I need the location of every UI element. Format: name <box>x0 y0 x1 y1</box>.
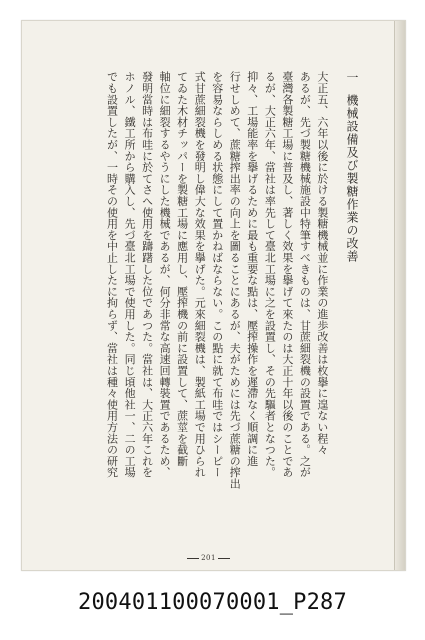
section-heading-title: 機械設備及び製糖作業の改善 <box>345 94 359 263</box>
text-column: 行せしめて、蔗糖搾出率の向上を圖ることにあるが、夫がためには先づ蔗糖の搾出 <box>228 71 242 490</box>
vertical-text-block <box>104 71 362 541</box>
text-column: てゐた木材チッパーを製糖工場に應用し、壓搾機の前に設置して、蔗莖を截斷 <box>175 71 189 467</box>
text-column: 軸位に細裂するやうにした機械であるが、何分非常な高速回轉裝置であるため、 <box>158 71 172 478</box>
section-heading <box>342 71 362 541</box>
image-caption: 200401100070001_P287 <box>78 590 347 615</box>
book-page <box>21 20 406 571</box>
page-number-dash-left <box>187 558 199 559</box>
text-column: るが、大正六年、當社は率先して臺北工場に之を設置し、その先驅者となつた。 <box>263 71 277 478</box>
text-column: 大正五、六年以後に於ける製糖機械並に作業の進歩改善は枚擧に遑ない程々 <box>315 71 329 456</box>
text-column: あるが、先づ製糖機械施設中特筆すべきものは、甘蔗細裂機の設置である。之が <box>298 71 312 478</box>
text-column: でも設置したが、一時その使用を中止したに拘らず、當社は種々使用方法の研究 <box>105 71 119 478</box>
text-column: 臺灣各製糖工場に普及し、著しく效果を擧げて來たのは大正十年以後のことであ <box>280 71 294 478</box>
page-number-value: 201 <box>201 554 216 562</box>
text-column: ホノル、鐵工所から購入し、先づ臺北工場で使用した。同じ頃他社一、二の工場 <box>123 71 137 478</box>
text-column: 抑々、工場能率を擧げるために最も重要な點は、壓搾操作を遲滯なく順調に進 <box>245 71 259 467</box>
section-heading-number: 一 <box>345 71 359 84</box>
text-column: 發明當時は布哇に於てさへ使用を躊躇した位であつた。當社は、大正六年これを <box>140 71 154 478</box>
text-column: 式甘蔗細裂機を發明し偉大な效果を擧げた。元來細裂機は、製紙工場で用ひられ <box>193 71 207 478</box>
page-number <box>22 554 395 562</box>
page-number-dash-right <box>218 558 230 559</box>
text-column: を容易ならしめる状態にして置かねばならない。この點に就て布哇ではシーピー <box>210 71 224 478</box>
page-binding-edge <box>394 21 405 570</box>
